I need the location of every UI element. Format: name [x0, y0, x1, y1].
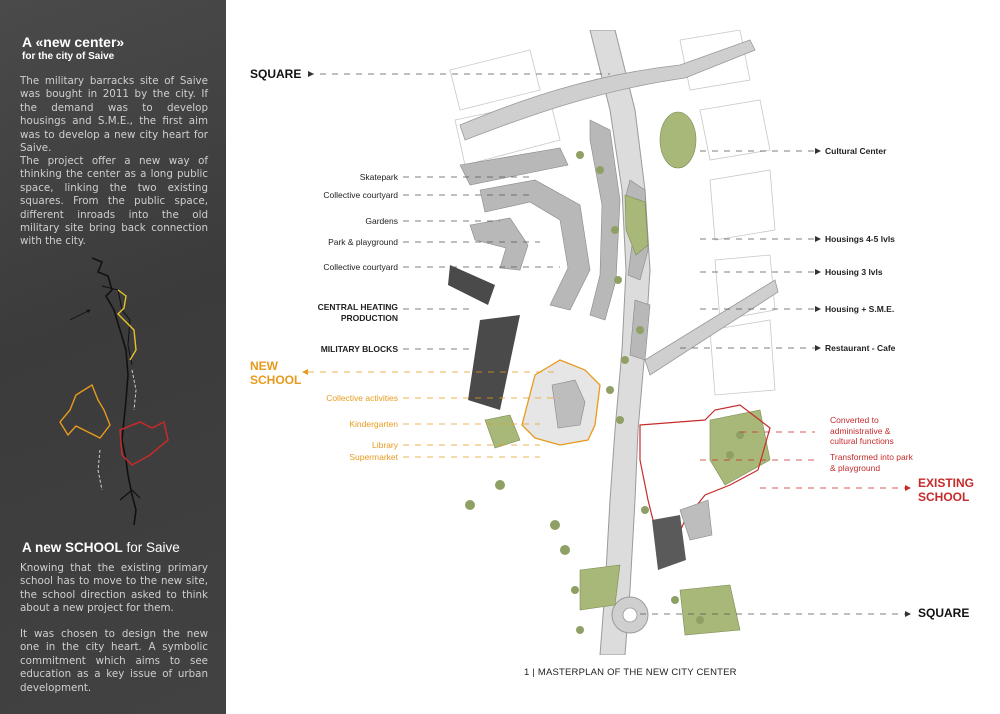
label-kindergarten: Kindergarten [349, 419, 398, 429]
square-bottom-label: SQUARE [918, 606, 970, 620]
label-restaurant-cafe: Restaurant - Cafe [825, 343, 896, 353]
new-school-label: NEW SCHOOL [250, 359, 302, 387]
sidebar-title: A «new center» [22, 34, 125, 50]
school-paragraph-1: Knowing that the existing primary school has to move to the new site, the school direction asked to think about a new project for them. [20, 562, 208, 615]
label-housings-4-5: Housings 4-5 lvls [825, 234, 895, 244]
label-central-heating: CENTRAL HEATING PRODUCTION [317, 302, 398, 323]
square-top-label: SQUARE [250, 67, 302, 81]
label-library: Library [372, 440, 398, 450]
school-paragraph-2: It was chosen to design the new one in the city heart. A symbolic commitment which aims to see education as a key issue of urban development. [20, 628, 208, 694]
label-converted: Converted to administrative & cultural functions [830, 415, 894, 446]
label-park-playground: Park & playground [328, 237, 398, 247]
label-cultural-center: Cultural Center [825, 146, 887, 156]
label-collective-courtyard-1: Collective courtyard [323, 190, 398, 200]
intro-paragraph-1: The military barracks site of Saive was bought in 2011 by the city. If the demand was to develop housings and S.M.E., the first aim was to develop a new city heart for Saive. [20, 75, 208, 155]
label-housing-sme: Housing + S.M.E. [825, 304, 895, 314]
sidebar-subtitle: for the city of Saive [22, 51, 115, 62]
label-skatepark: Skatepark [359, 172, 398, 182]
existing-school-label: EXISTING SCHOOL [918, 476, 975, 504]
label-military-blocks: MILITARY BLOCKS [320, 344, 398, 354]
label-collective-courtyard-2: Collective courtyard [323, 262, 398, 272]
label-gardens: Gardens [365, 216, 398, 226]
school-section-title: A new SCHOOL for Saive [22, 540, 180, 555]
label-transformed: Transformed into park & playground [830, 452, 913, 473]
intro-paragraph-2: The project offer a new way of thinking the center as a long public space, linking the two existing squares. From the public space, different inroads into the old military site bring back connection with the city. [20, 155, 208, 248]
label-housing-3: Housing 3 lvls [825, 267, 883, 277]
label-supermarket: Supermarket [349, 452, 398, 462]
label-collective-activities: Collective activities [326, 393, 398, 403]
masterplan-caption: 1 | MASTERPLAN OF THE NEW CITY CENTER [524, 667, 737, 678]
